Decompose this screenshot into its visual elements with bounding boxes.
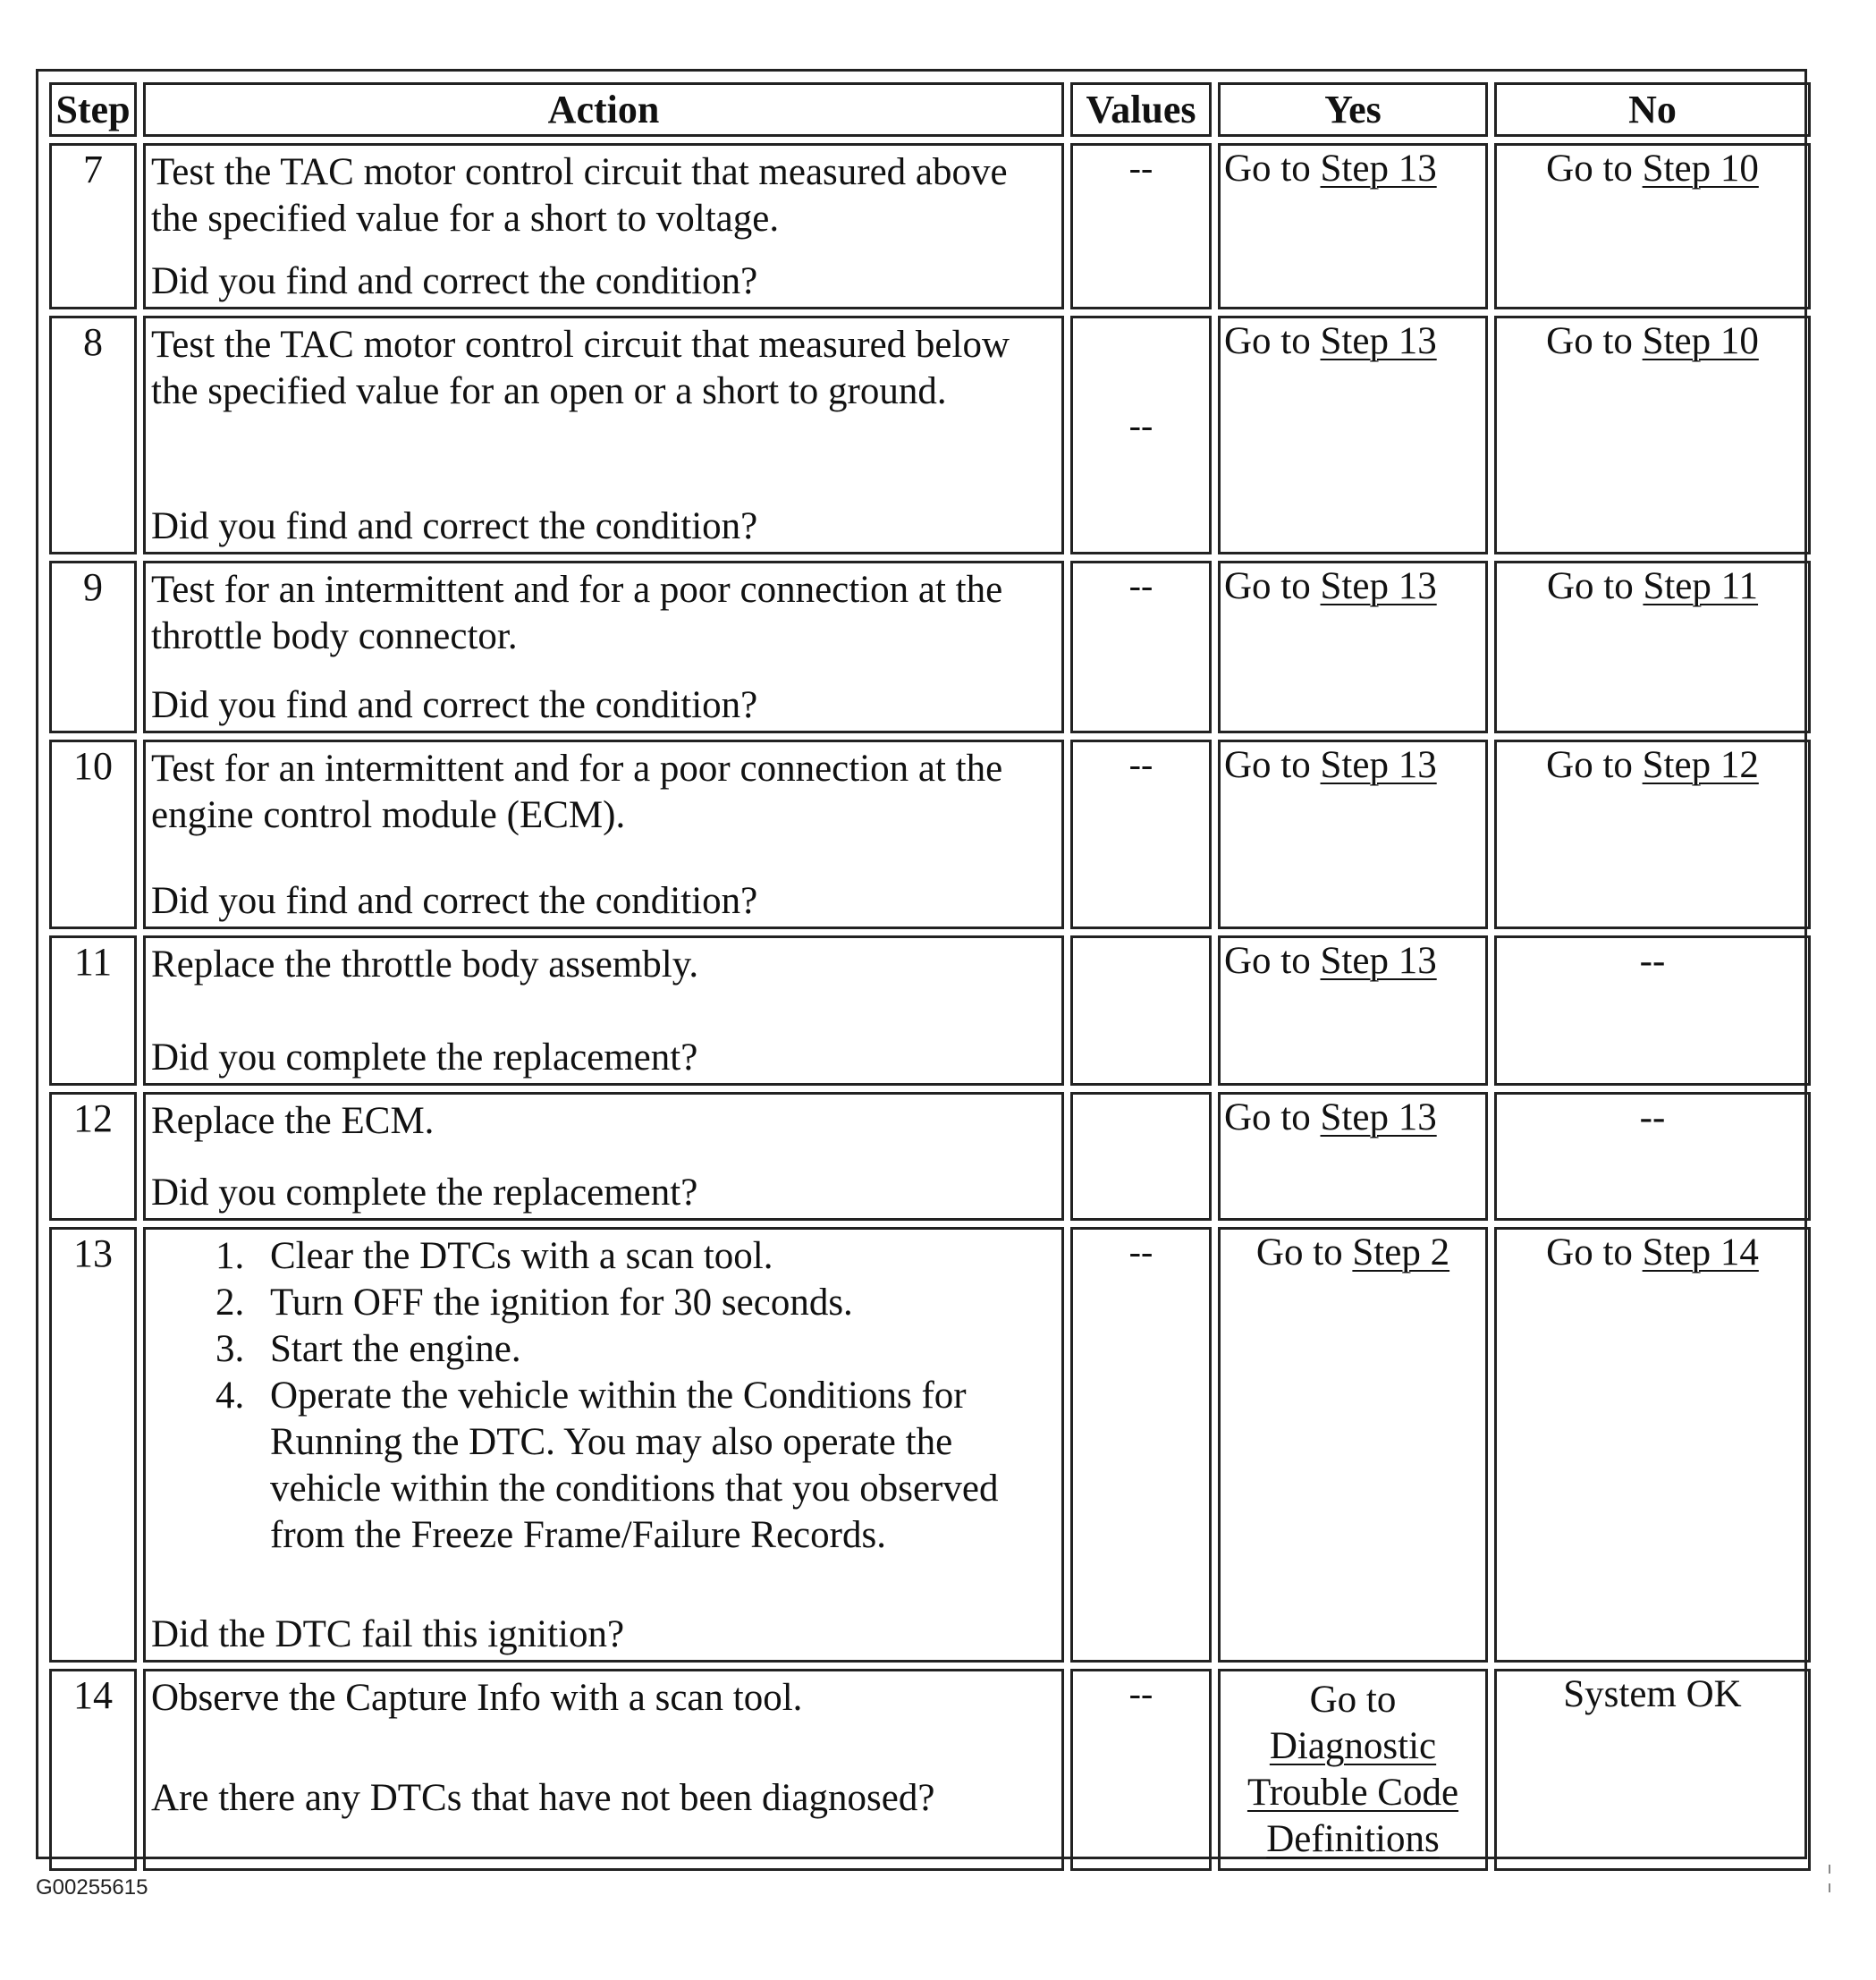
yes-step-link[interactable]: Step 13 [1320, 565, 1437, 607]
action-question: Did you find and correct the condition? [151, 684, 758, 726]
yes-step-link[interactable]: Step 13 [1320, 940, 1437, 982]
action-cell [143, 316, 1064, 554]
values-cell: -- [1070, 1227, 1212, 1663]
no-prefix: Go to [1546, 565, 1644, 607]
no-cell: -- [1494, 935, 1811, 1086]
no-cell [1494, 316, 1811, 554]
list-item: 1. Clear the DTCs with a scan tool. [254, 1233, 1056, 1280]
table-row [49, 1227, 1811, 1663]
yes-cell [1218, 143, 1488, 309]
no-prefix: Go to [1546, 1231, 1643, 1273]
scan-mark [1829, 1865, 1830, 1874]
table-row [49, 740, 1811, 929]
header-row [49, 82, 1811, 137]
yes-prefix: Go to [1224, 320, 1321, 362]
header-yes: Yes [1218, 82, 1488, 137]
no-cell: System OK [1494, 1669, 1811, 1871]
action-cell [143, 740, 1064, 929]
dtc-definitions-link[interactable]: Diagnostic Trouble Code Definitions [1246, 1725, 1459, 1860]
yes-prefix: Go to [1224, 1096, 1321, 1138]
action-question: Did you complete the replacement? [151, 1037, 698, 1079]
values-cell [1070, 1092, 1212, 1221]
yes-cell [1218, 1227, 1488, 1663]
table-row [49, 143, 1811, 309]
figure-id: G00255615 [36, 1875, 148, 1900]
no-prefix: Go to [1546, 744, 1643, 786]
header-no: No [1494, 82, 1811, 137]
scan-mark [1829, 1883, 1830, 1892]
values-cell [1070, 935, 1212, 1086]
action-cell [143, 143, 1064, 309]
values-cell: -- [1070, 561, 1212, 733]
yes-prefix: Go to [1255, 1231, 1353, 1273]
yes-cell [1218, 1092, 1488, 1221]
action-cell [143, 1092, 1064, 1221]
no-prefix: Go to [1546, 320, 1643, 362]
action-question: Did the DTC fail this ignition? [151, 1613, 625, 1655]
yes-cell [1218, 561, 1488, 733]
action-cell [143, 935, 1064, 1086]
yes-step-link[interactable]: Step 13 [1320, 320, 1437, 362]
yes-step-link[interactable]: Step 13 [1320, 744, 1437, 786]
values-cell: -- [1070, 316, 1212, 554]
no-step-link[interactable]: Step 10 [1642, 148, 1759, 190]
header-values: Values [1070, 82, 1212, 137]
action-cell [143, 561, 1064, 733]
table-row [49, 316, 1811, 554]
step-number: 7 [49, 143, 137, 309]
values-cell: -- [1070, 143, 1212, 309]
yes-step-link[interactable]: Step 13 [1320, 1096, 1437, 1138]
action-question: Did you find and correct the condition? [151, 260, 758, 302]
no-cell [1494, 143, 1811, 309]
yes-prefix: Go to [1224, 148, 1321, 190]
diagnostic-table-frame [36, 69, 1807, 1859]
step-number: 10 [49, 740, 137, 929]
list-item: 3. Start the engine. [254, 1326, 1056, 1373]
no-step-link[interactable]: Step 11 [1643, 565, 1759, 607]
no-step-link[interactable]: Step 14 [1642, 1231, 1759, 1273]
yes-cell [1218, 316, 1488, 554]
action-question: Did you complete the replacement? [151, 1172, 698, 1214]
step-number: 13 [49, 1227, 137, 1663]
action-question: Did you find and correct the condition? [151, 505, 758, 547]
header-step: Step [49, 82, 137, 137]
yes-cell [1218, 935, 1488, 1086]
step-number: 12 [49, 1092, 137, 1221]
step-number: 14 [49, 1669, 137, 1871]
list-item: 4. Operate the vehicle within the Conditions for Running the DTC. You may also operate the vehicle within the conditions that you observed from the Freeze Frame/Failure Records. [254, 1373, 1056, 1559]
no-cell [1494, 1227, 1811, 1663]
action-question: Are there any DTCs that have not been diagnosed? [151, 1777, 935, 1819]
action-description: Test the TAC motor control circuit that measured below the specified value for an open or a short to ground. [151, 324, 1010, 412]
header-action: Action [143, 82, 1064, 137]
no-cell: -- [1494, 1092, 1811, 1221]
action-description: Test the TAC motor control circuit that measured above the specified value for a short to voltage. [151, 151, 1008, 240]
yes-cell [1218, 740, 1488, 929]
values-cell: -- [1070, 740, 1212, 929]
yes-step-link[interactable]: Step 13 [1320, 148, 1437, 190]
no-step-link[interactable]: Step 10 [1642, 320, 1759, 362]
table-row [49, 935, 1811, 1086]
yes-prefix: Go to [1224, 940, 1321, 982]
yes-step-link[interactable]: Step 2 [1352, 1231, 1450, 1273]
procedure-list [151, 1233, 1056, 1559]
table-row [49, 1669, 1811, 1871]
yes-prefix: Go to [1309, 1679, 1397, 1721]
step-number: 9 [49, 561, 137, 733]
action-description: Test for an intermittent and for a poor connection at the engine control module (ECM). [151, 748, 1003, 836]
table-row [49, 1092, 1811, 1221]
no-step-link[interactable]: Step 12 [1642, 744, 1759, 786]
action-question: Did you find and correct the condition? [151, 880, 758, 922]
action-description: Test for an intermittent and for a poor connection at the throttle body connector. [151, 569, 1003, 657]
list-item: 2. Turn OFF the ignition for 30 seconds. [254, 1280, 1056, 1326]
yes-prefix: Go to [1224, 744, 1321, 786]
action-description: Replace the ECM. [151, 1100, 435, 1142]
diagnostic-table [43, 76, 1817, 1877]
no-cell [1494, 740, 1811, 929]
action-description: Replace the throttle body assembly. [151, 943, 699, 986]
action-description: Observe the Capture Info with a scan tool. [151, 1677, 803, 1719]
action-cell [143, 1669, 1064, 1871]
step-number: 8 [49, 316, 137, 554]
action-cell [143, 1227, 1064, 1663]
yes-prefix: Go to [1224, 565, 1321, 607]
no-prefix: Go to [1546, 148, 1643, 190]
no-cell [1494, 561, 1811, 733]
values-cell: -- [1070, 1669, 1212, 1871]
step-number: 11 [49, 935, 137, 1086]
table-row [49, 561, 1811, 733]
yes-cell [1218, 1669, 1488, 1871]
